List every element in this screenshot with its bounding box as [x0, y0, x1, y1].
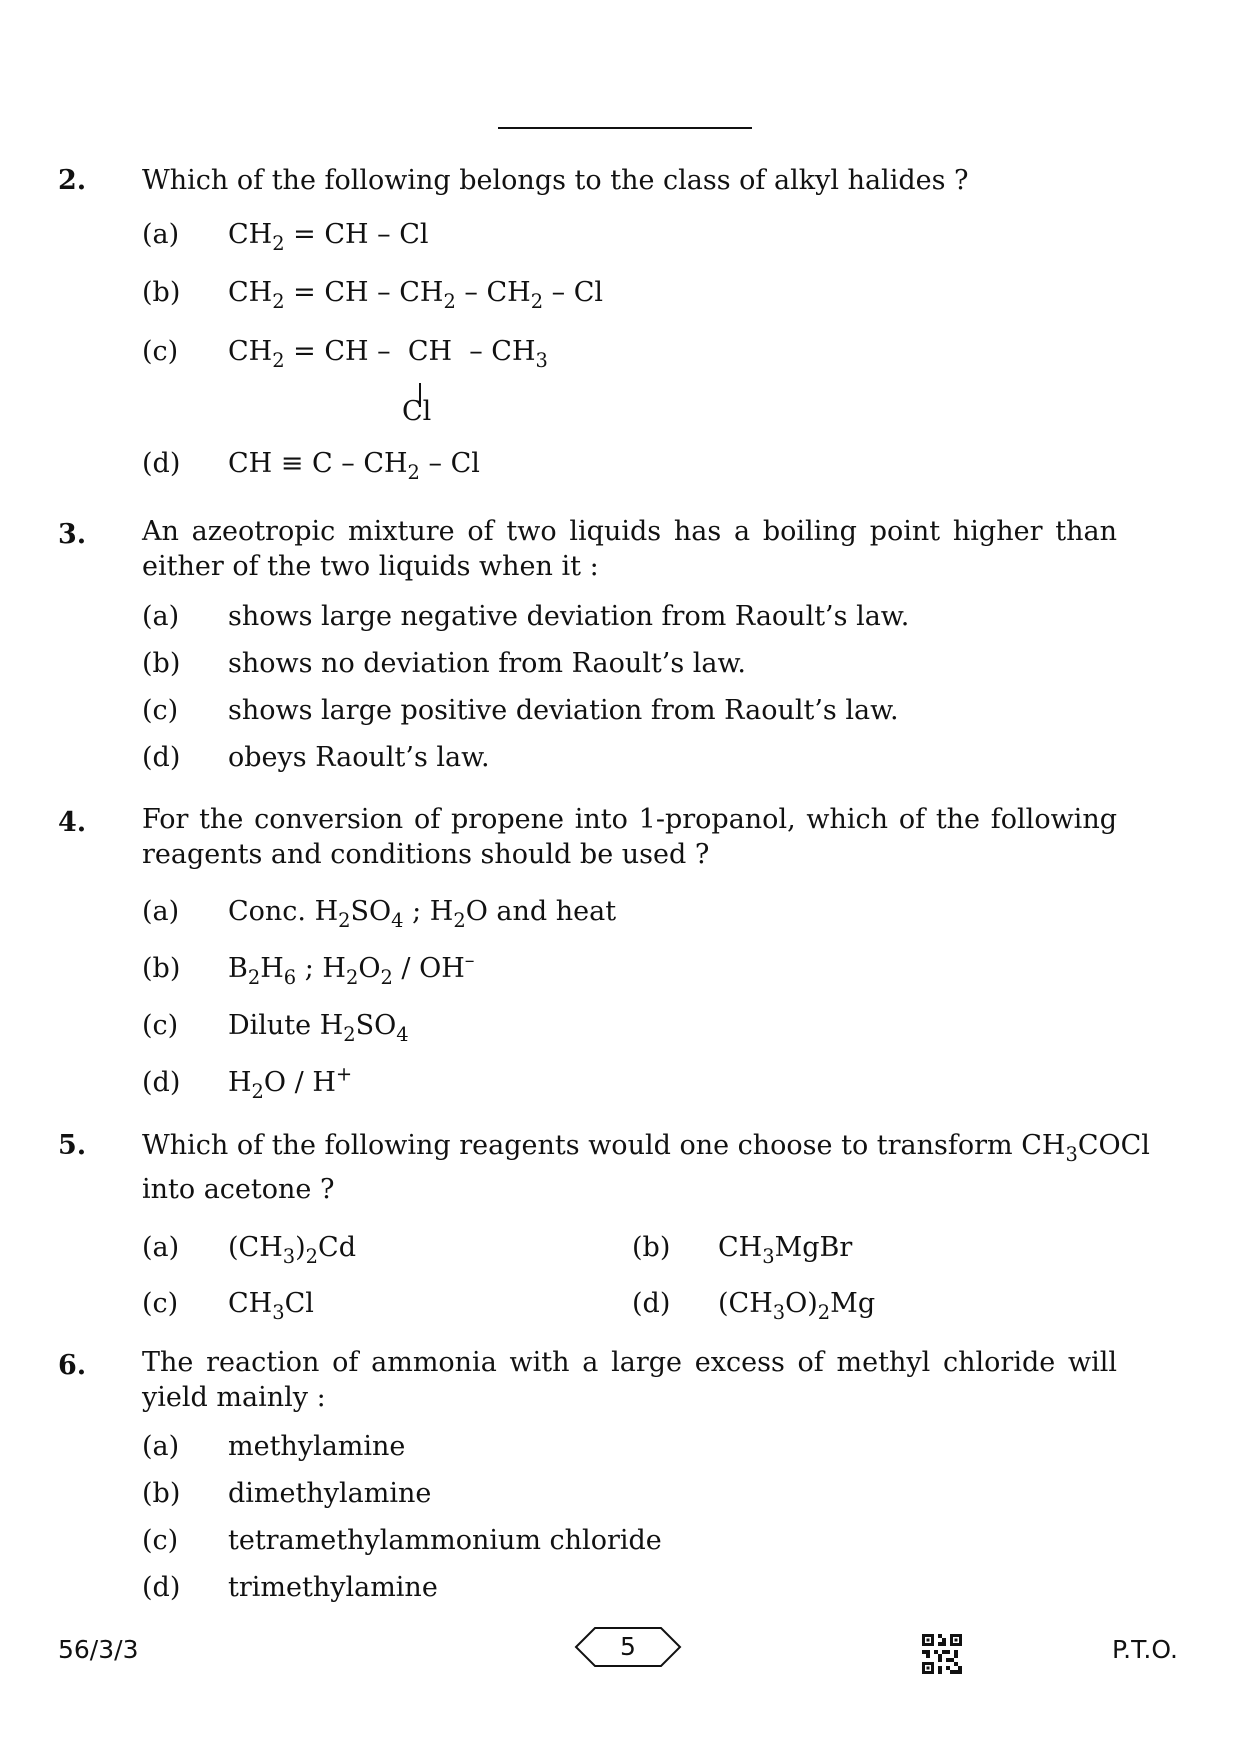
option-formula: CH ≡ C – $CH_2$ – Cl [228, 448, 480, 484]
question-text: The reaction of ammonia with a large excess of methyl chloride will yield mainly : [142, 1347, 1117, 1413]
option-formula: $B_2H_6$ ; $H_2O_2 / OH^-$ [228, 948, 475, 989]
option-label: (b) [142, 953, 181, 984]
option-text: dimethylamine [228, 1478, 432, 1509]
question-number: 4. [58, 807, 87, 838]
question-text: An azeotropic mixture of two liquids has a boiling point higher than either of the two liquids when it : [142, 516, 1117, 582]
option-formula: $CH_3MgBr$ [718, 1232, 853, 1268]
option-label: (d) [142, 1067, 181, 1098]
pto-label: P.T.O. [1112, 1635, 1178, 1664]
option-text: shows no deviation from Raoult’s law. [228, 648, 746, 679]
page-number-badge [573, 1625, 683, 1669]
option-label: (a) [142, 219, 180, 250]
option-formula: $CH_2$ = CH – Cl [228, 219, 429, 255]
question-number: 6. [58, 1350, 87, 1381]
substituent-label: Cl [402, 396, 432, 427]
question-text: Which of the following reagents would one choose to transform $CH_3COCl$ [142, 1130, 1150, 1166]
option-label: (c) [142, 1010, 179, 1041]
option-label: (d) [142, 742, 181, 773]
option-formula: $(CH_3O)_2Mg$ [718, 1288, 876, 1324]
option-formula: $(CH_3)_2Cd$ [228, 1232, 356, 1268]
question-number: 5. [58, 1130, 87, 1161]
option-formula: Conc. $H_2SO_4$ ; $H_2O$ and heat [228, 896, 617, 932]
option-label: (c) [142, 1525, 179, 1556]
option-text: shows large negative deviation from Raoult’s law. [228, 601, 910, 632]
option-formula: $CH_3Cl$ [228, 1288, 314, 1324]
paper-code: 56/3/3 [58, 1635, 139, 1664]
option-label: (b) [142, 1478, 181, 1509]
option-text: obeys Raoult’s law. [228, 742, 490, 773]
option-label: (a) [142, 896, 180, 927]
option-label: (c) [142, 336, 179, 367]
question-number: 3. [58, 519, 87, 550]
option-formula: $H_2O / H^+$ [228, 1062, 353, 1103]
option-label: (a) [142, 1232, 180, 1263]
option-formula: Dilute $H_2SO_4$ [228, 1010, 409, 1046]
option-label: (a) [142, 1431, 180, 1462]
option-text: trimethylamine [228, 1572, 438, 1603]
option-text: tetramethylammonium chloride [228, 1525, 662, 1556]
page-number: 5 [620, 1632, 636, 1661]
question-text: Which of the following belongs to the class of alkyl halides ? [142, 165, 969, 196]
option-label: (a) [142, 601, 180, 632]
question-text: For the conversion of propene into 1-propanol, which of the following reagents and conditions should be used ? [142, 804, 1117, 870]
option-formula: $CH_2$ = CH – $CH_2 - CH_2$ – Cl [228, 277, 604, 313]
qr-code-icon [922, 1634, 962, 1674]
option-label: (d) [142, 1572, 181, 1603]
option-label: (b) [142, 648, 181, 679]
question-text-continued: into acetone ? [142, 1174, 335, 1205]
option-label: (d) [142, 448, 181, 479]
option-text: methylamine [228, 1431, 406, 1462]
option-label: (c) [142, 695, 179, 726]
option-label: (c) [142, 1288, 179, 1319]
option-label: (b) [142, 277, 181, 308]
option-label: (d) [632, 1288, 671, 1319]
option-formula: $CH_2$ = CH – CH – $CH_3$ [228, 336, 548, 372]
option-text: shows large positive deviation from Raoult’s law. [228, 695, 899, 726]
top-separator-rule [498, 127, 752, 129]
question-number: 2. [58, 165, 87, 196]
option-label: (b) [632, 1232, 671, 1263]
